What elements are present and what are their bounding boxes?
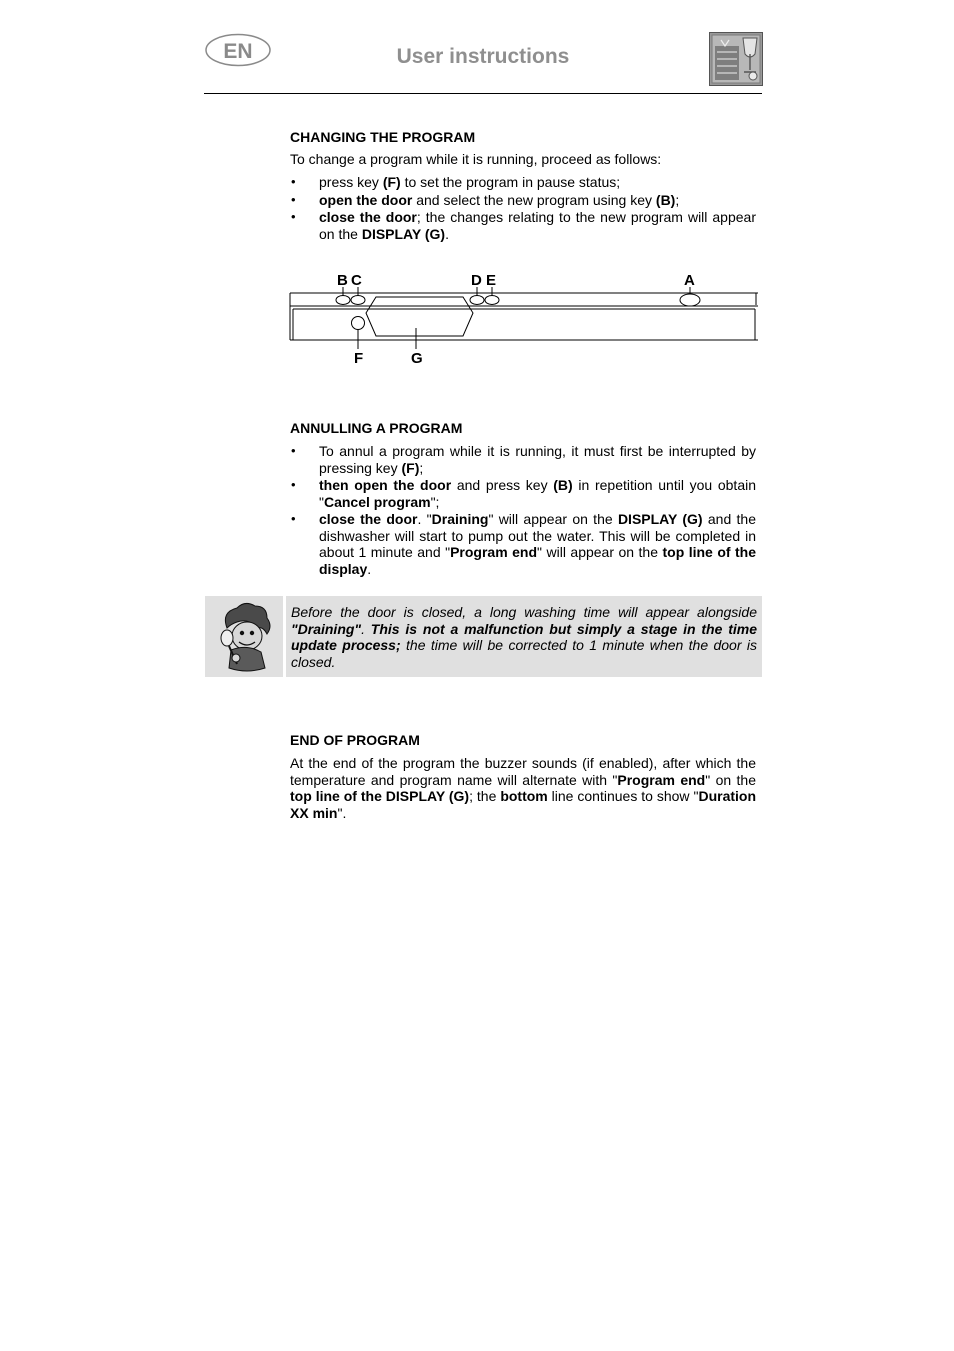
key-d (470, 296, 484, 305)
note-text: Before the door is closed, a long washing time will appear alongside "Draining". This is not a malfunction but simply a stage in the time update process; the time will be corrected to 1 minute when the door is closed. (291, 604, 758, 670)
key-c (351, 296, 365, 305)
note-box (205, 596, 762, 677)
annulling-steps-list (290, 443, 756, 578)
note-icon-cell (205, 596, 283, 677)
changing-steps-list (290, 174, 756, 243)
section-heading-end: END OF PROGRAM (290, 732, 420, 748)
key-e (485, 296, 499, 305)
key-f (352, 317, 365, 330)
header-divider (204, 93, 762, 94)
note-text-cell (286, 596, 762, 677)
label-e: E (486, 272, 497, 289)
language-code: EN (223, 40, 253, 63)
label-b: B (337, 272, 348, 289)
section-heading-changing: CHANGING THE PROGRAM (290, 129, 476, 145)
list-item: • open the door and select the new program using key (B); (290, 192, 756, 209)
list-item: • then open the door and press key (B) in repetition until you obtain "Cancel program"; (290, 477, 756, 510)
list-item: • close the door; the changes relating to the new program will appear on the DISPLAY (G). (290, 209, 756, 242)
cartoon-mascot-icon (205, 596, 283, 677)
list-item: • press key (F) to set the program in pause status; (290, 174, 756, 191)
dishwasher-glasses-icon (709, 32, 763, 86)
section-heading-annulling: ANNULLING A PROGRAM (290, 420, 463, 436)
list-item: • To annul a program while it is running, it must first be interrupted by pressing key (F); (290, 443, 756, 476)
end-paragraph: At the end of the program the buzzer sounds (if enabled), after which the temperature and program name will alternate with "Program end" on the top line of the DISPLAY (G); the bottom line continues to show "Duration XX min". (290, 755, 757, 821)
label-d: D (471, 272, 482, 289)
label-a: A (684, 272, 695, 289)
list-item: • close the door. "Draining" will appear on the DISPLAY (G) and the dishwasher will start to pump out the water. This will be completed in about 1 minute and "Program end" will appear on the top line of the display. (290, 511, 756, 577)
language-badge (205, 33, 271, 67)
key-b (336, 296, 350, 305)
page-title: User instructions (396, 45, 570, 68)
changing-intro: To change a program while it is running, proceed as follows: (290, 151, 662, 167)
label-c: C (351, 272, 362, 289)
label-f: F (354, 350, 364, 367)
control-panel-diagram (288, 270, 758, 368)
key-a (680, 294, 700, 306)
label-g: G (411, 350, 423, 367)
